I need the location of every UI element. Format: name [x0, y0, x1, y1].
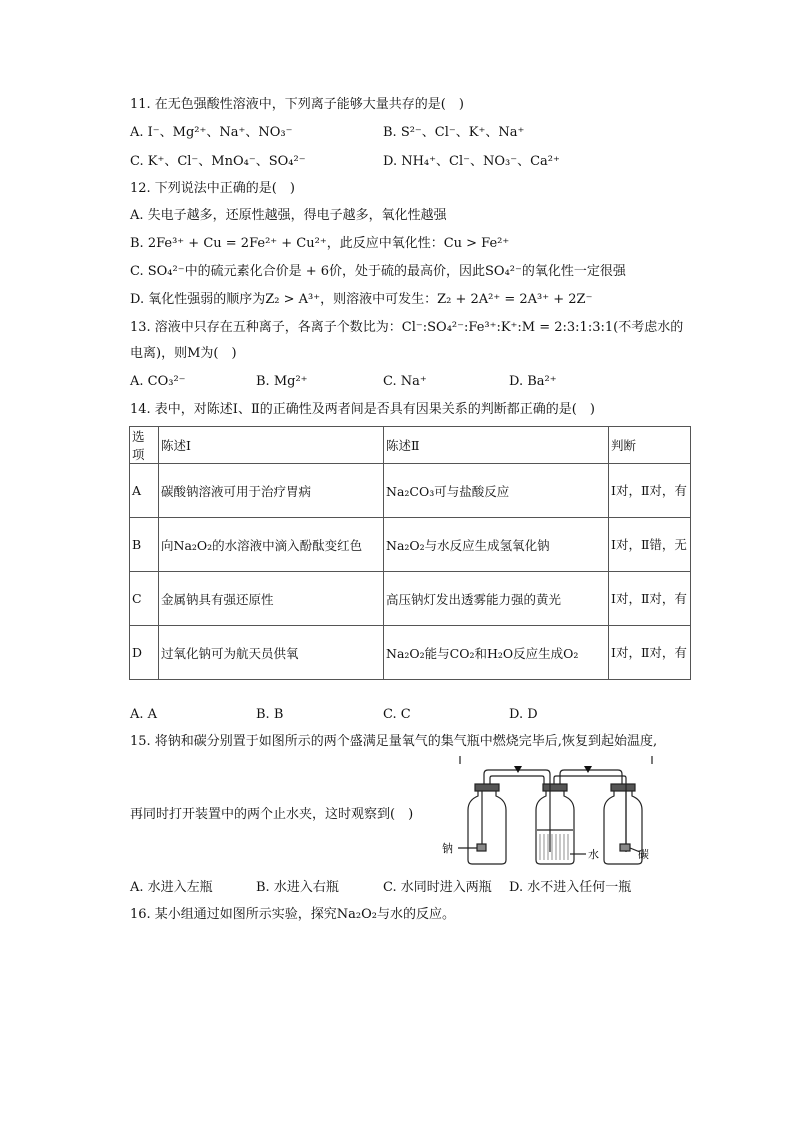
table-cell-statement1: 过氧化钠可为航天员供氧: [159, 626, 384, 680]
q12-option-a: A. 失电子越多，还原性越强，得电子越多，氧化性越强: [130, 208, 447, 223]
table-row: [130, 626, 691, 680]
q15-option-c: C. 水同时进入两瓶: [383, 880, 492, 895]
q15-option-a: A. 水进入左瓶: [130, 880, 213, 895]
q16-stem: 16. 某小组通过如图所示实验，探究Na₂O₂与水的反应。: [130, 907, 456, 922]
table-row: [130, 572, 691, 626]
q15-stem-line1: 15. 将钠和碳分别置于如图所示的两个盛满足量氧气的集气瓶中燃烧完毕后,恢复到起始温度,: [130, 734, 658, 749]
label-sodium: 钠: [442, 842, 453, 855]
table-cell-judgment: Ⅰ对，Ⅱ对，有: [609, 464, 691, 518]
table-cell-statement2: 高压钠灯发出透雾能力强的黄光: [384, 572, 609, 626]
table-cell-option: B: [130, 518, 159, 572]
table-cell-judgment: Ⅰ对，Ⅱ对，有: [609, 626, 691, 680]
q13-option-a: A. CO₃²⁻: [130, 374, 186, 389]
table-row: [130, 518, 691, 572]
q15-option-d: D. 水不进入任何一瓶: [509, 880, 632, 895]
q13-stem-line1: 13. 溶液中只存在五种离子，各离子个数比为：Cl⁻:SO₄²⁻:Fe³⁺:K⁺:M = 2:3:1:3:1(不考虑水的: [130, 320, 684, 335]
table-cell-statement1: 碳酸钠溶液可用于治疗胃病: [159, 464, 384, 518]
q12-stem: 12. 下列说法中正确的是( ): [130, 181, 295, 196]
table-row: [130, 464, 691, 518]
table-header-cell: 陈述Ⅰ: [159, 427, 384, 464]
table-cell-judgment: Ⅰ对，Ⅱ对，有: [609, 572, 691, 626]
table-header-cell: 陈述Ⅱ: [384, 427, 609, 464]
q12-option-d: D. 氧化性强弱的顺序为Z₂ > A³⁺，则溶液中可发生：Z₂ + 2A²⁺ = 2A³⁺ + 2Z⁻: [130, 292, 593, 307]
q14-table: [129, 426, 691, 680]
table-cell-statement2: Na₂CO₃可与盐酸反应: [384, 464, 609, 518]
table-header-cell: 判断: [609, 427, 691, 464]
q15-stem-line2: 再同时打开装置中的两个止水夹，这时观察到( ): [130, 807, 414, 822]
table-cell-statement2: Na₂O₂能与CO₂和H₂O反应生成O₂: [384, 626, 609, 680]
label-water: 水: [588, 848, 599, 861]
q13-stem-line2: 电离)，则M为( ): [130, 346, 237, 361]
q14-option-a: A. A: [130, 707, 158, 722]
q14-stem: 14. 表中，对陈述Ⅰ、Ⅱ的正确性及两者间是否具有因果关系的判断都正确的是( ): [130, 402, 595, 417]
q11-option-b: B. S²⁻、Cl⁻、K⁺、Na⁺: [383, 125, 525, 140]
table-header-row: [130, 427, 691, 464]
table-cell-statement2: Na₂O₂与水反应生成氢氧化钠: [384, 518, 609, 572]
apparatus-diagram: [440, 756, 660, 868]
q11-option-c: C. K⁺、Cl⁻、MnO₄⁻、SO₄²⁻: [130, 154, 306, 169]
q13-option-d: D. Ba²⁺: [509, 374, 557, 389]
table-cell-statement1: 金属钠具有强还原性: [159, 572, 384, 626]
q14-option-b: B. B: [256, 707, 284, 722]
q13-option-b: B. Mg²⁺: [256, 374, 308, 389]
table-cell-option: A: [130, 464, 159, 518]
table-cell-option: C: [130, 572, 159, 626]
q11-option-a: A. I⁻、Mg²⁺、Na⁺、NO₃⁻: [130, 125, 293, 140]
q14-option-c: C. C: [383, 707, 411, 722]
table-cell-judgment: Ⅰ对，Ⅱ错，无: [609, 518, 691, 572]
label-carbon: 碳: [638, 848, 649, 861]
q15-option-b: B. 水进入右瓶: [256, 880, 339, 895]
table-cell-statement1: 向Na₂O₂的水溶液中滴入酚酞变红色: [159, 518, 384, 572]
q11-stem: 11. 在无色强酸性溶液中，下列离子能够大量共存的是( ): [130, 97, 464, 112]
q11-option-d: D. NH₄⁺、Cl⁻、NO₃⁻、Ca²⁺: [383, 154, 560, 169]
q13-option-c: C. Na⁺: [383, 374, 427, 389]
q14-option-d: D. D: [509, 707, 538, 722]
table-cell-option: D: [130, 626, 159, 680]
table-header-cell: 选项: [130, 427, 159, 464]
q12-option-c: C. SO₄²⁻中的硫元素化合价是 + 6价，处于硫的最高价，因此SO₄²⁻的氧化性一定很强: [130, 264, 626, 279]
q12-option-b: B. 2Fe³⁺ + Cu = 2Fe²⁺ + Cu²⁺，此反应中氧化性：Cu > Fe²⁺: [130, 236, 510, 251]
